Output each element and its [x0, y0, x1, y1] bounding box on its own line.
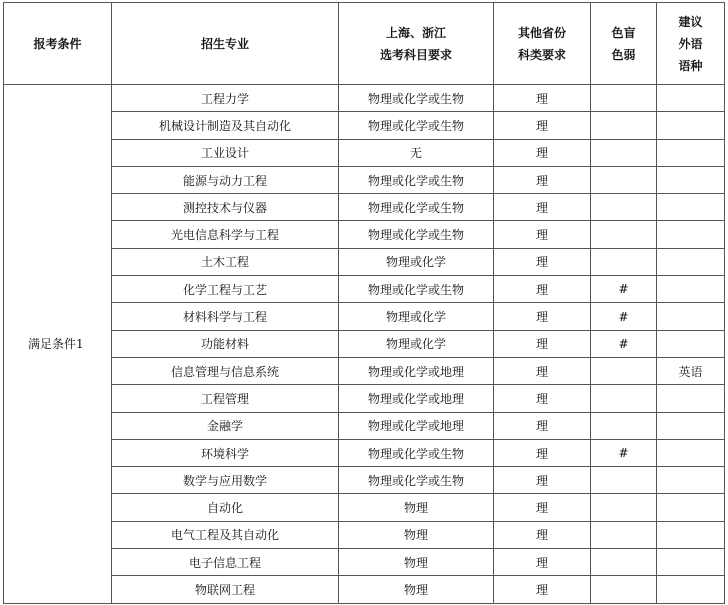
- subject-requirement-cell: 物理: [339, 521, 494, 548]
- subject-requirement-cell: 物理或化学或生物: [339, 194, 494, 221]
- foreign-language-cell: [657, 385, 725, 412]
- table-row: [4, 303, 725, 330]
- major-cell: 土木工程: [112, 248, 339, 275]
- major-cell: 机械设计制造及其自动化: [112, 112, 339, 139]
- table-row: [4, 166, 725, 193]
- subject-requirement-cell: 物理: [339, 549, 494, 576]
- category-cell: 理: [494, 385, 591, 412]
- table-row: [4, 276, 725, 303]
- major-cell: 功能材料: [112, 330, 339, 357]
- foreign-language-cell: [657, 549, 725, 576]
- foreign-language-cell: [657, 521, 725, 548]
- table-body: [4, 85, 725, 604]
- major-cell: 环境科学: [112, 439, 339, 466]
- major-cell: 光电信息科学与工程: [112, 221, 339, 248]
- table-row: [4, 85, 725, 112]
- color-blindness-cell: [591, 357, 657, 384]
- color-blindness-cell: [591, 112, 657, 139]
- category-cell: 理: [494, 467, 591, 494]
- header-condition: 报考条件: [4, 3, 112, 85]
- foreign-language-cell: 英语: [657, 357, 725, 384]
- category-cell: 理: [494, 439, 591, 466]
- foreign-language-cell: [657, 494, 725, 521]
- table-row: [4, 576, 725, 603]
- category-cell: 理: [494, 194, 591, 221]
- category-cell: 理: [494, 357, 591, 384]
- category-cell: 理: [494, 276, 591, 303]
- color-blindness-cell: #: [591, 439, 657, 466]
- subject-requirement-cell: 物理或化学: [339, 303, 494, 330]
- category-cell: 理: [494, 221, 591, 248]
- category-cell: 理: [494, 139, 591, 166]
- subject-requirement-cell: 物理或化学或生物: [339, 166, 494, 193]
- major-cell: 测控技术与仪器: [112, 194, 339, 221]
- color-blindness-cell: #: [591, 303, 657, 330]
- foreign-language-cell: [657, 139, 725, 166]
- foreign-language-cell: [657, 166, 725, 193]
- subject-requirement-cell: 物理或化学或生物: [339, 276, 494, 303]
- major-cell: 物联网工程: [112, 576, 339, 603]
- category-cell: 理: [494, 330, 591, 357]
- table-row: [4, 412, 725, 439]
- color-blindness-cell: #: [591, 330, 657, 357]
- table-row: [4, 139, 725, 166]
- color-blindness-cell: [591, 194, 657, 221]
- header-other-province-requirement: 其他省份 科类要求: [494, 3, 591, 85]
- color-blindness-cell: [591, 576, 657, 603]
- color-blindness-cell: [591, 521, 657, 548]
- major-cell: 电气工程及其自动化: [112, 521, 339, 548]
- major-cell: 自动化: [112, 494, 339, 521]
- foreign-language-cell: [657, 112, 725, 139]
- subject-requirement-cell: 物理或化学或生物: [339, 221, 494, 248]
- foreign-language-cell: [657, 276, 725, 303]
- table-header-row: [4, 3, 725, 85]
- subject-requirement-cell: 物理或化学或生物: [339, 439, 494, 466]
- foreign-language-cell: [657, 576, 725, 603]
- color-blindness-cell: #: [591, 276, 657, 303]
- header-color-blindness: 色盲 色弱: [591, 3, 657, 85]
- table-row: [4, 194, 725, 221]
- category-cell: 理: [494, 576, 591, 603]
- major-cell: 工业设计: [112, 139, 339, 166]
- header-major: 招生专业: [112, 3, 339, 85]
- subject-requirement-cell: 物理或化学或生物: [339, 85, 494, 112]
- color-blindness-cell: [591, 494, 657, 521]
- category-cell: 理: [494, 521, 591, 548]
- category-cell: 理: [494, 85, 591, 112]
- subject-requirement-cell: 物理: [339, 494, 494, 521]
- table-row: [4, 521, 725, 548]
- foreign-language-cell: [657, 412, 725, 439]
- admission-table-wrapper: [3, 2, 725, 604]
- table-row: [4, 467, 725, 494]
- category-cell: 理: [494, 303, 591, 330]
- major-cell: 工程力学: [112, 85, 339, 112]
- subject-requirement-cell: 物理或化学或地理: [339, 385, 494, 412]
- table-row: [4, 385, 725, 412]
- color-blindness-cell: [591, 139, 657, 166]
- table-row: [4, 112, 725, 139]
- table-row: [4, 357, 725, 384]
- table-row: [4, 248, 725, 275]
- header-foreign-language: 建议 外语 语种: [657, 3, 725, 85]
- foreign-language-cell: [657, 439, 725, 466]
- subject-requirement-cell: 物理或化学或地理: [339, 412, 494, 439]
- major-cell: 电子信息工程: [112, 549, 339, 576]
- color-blindness-cell: [591, 85, 657, 112]
- subject-requirement-cell: 无: [339, 139, 494, 166]
- major-cell: 信息管理与信息系统: [112, 357, 339, 384]
- major-cell: 工程管理: [112, 385, 339, 412]
- major-cell: 金融学: [112, 412, 339, 439]
- major-cell: 数学与应用数学: [112, 467, 339, 494]
- foreign-language-cell: [657, 330, 725, 357]
- major-cell: 化学工程与工艺: [112, 276, 339, 303]
- major-cell: 能源与动力工程: [112, 166, 339, 193]
- condition-cell: 满足条件1: [4, 85, 112, 604]
- table-row: [4, 330, 725, 357]
- foreign-language-cell: [657, 248, 725, 275]
- subject-requirement-cell: 物理或化学: [339, 248, 494, 275]
- subject-requirement-cell: 物理或化学或地理: [339, 357, 494, 384]
- foreign-language-cell: [657, 467, 725, 494]
- major-cell: 材料科学与工程: [112, 303, 339, 330]
- admission-requirements-table: [3, 2, 725, 604]
- category-cell: 理: [494, 166, 591, 193]
- color-blindness-cell: [591, 221, 657, 248]
- foreign-language-cell: [657, 221, 725, 248]
- table-row: [4, 549, 725, 576]
- category-cell: 理: [494, 494, 591, 521]
- foreign-language-cell: [657, 194, 725, 221]
- header-subject-requirement: 上海、浙江 选考科目要求: [339, 3, 494, 85]
- foreign-language-cell: [657, 303, 725, 330]
- color-blindness-cell: [591, 549, 657, 576]
- color-blindness-cell: [591, 385, 657, 412]
- foreign-language-cell: [657, 85, 725, 112]
- subject-requirement-cell: 物理或化学或生物: [339, 112, 494, 139]
- table-row: [4, 494, 725, 521]
- table-row: [4, 221, 725, 248]
- table-row: [4, 439, 725, 466]
- subject-requirement-cell: 物理或化学或生物: [339, 467, 494, 494]
- category-cell: 理: [494, 248, 591, 275]
- color-blindness-cell: [591, 248, 657, 275]
- category-cell: 理: [494, 412, 591, 439]
- subject-requirement-cell: 物理: [339, 576, 494, 603]
- category-cell: 理: [494, 112, 591, 139]
- subject-requirement-cell: 物理或化学: [339, 330, 494, 357]
- category-cell: 理: [494, 549, 591, 576]
- color-blindness-cell: [591, 467, 657, 494]
- color-blindness-cell: [591, 412, 657, 439]
- color-blindness-cell: [591, 166, 657, 193]
